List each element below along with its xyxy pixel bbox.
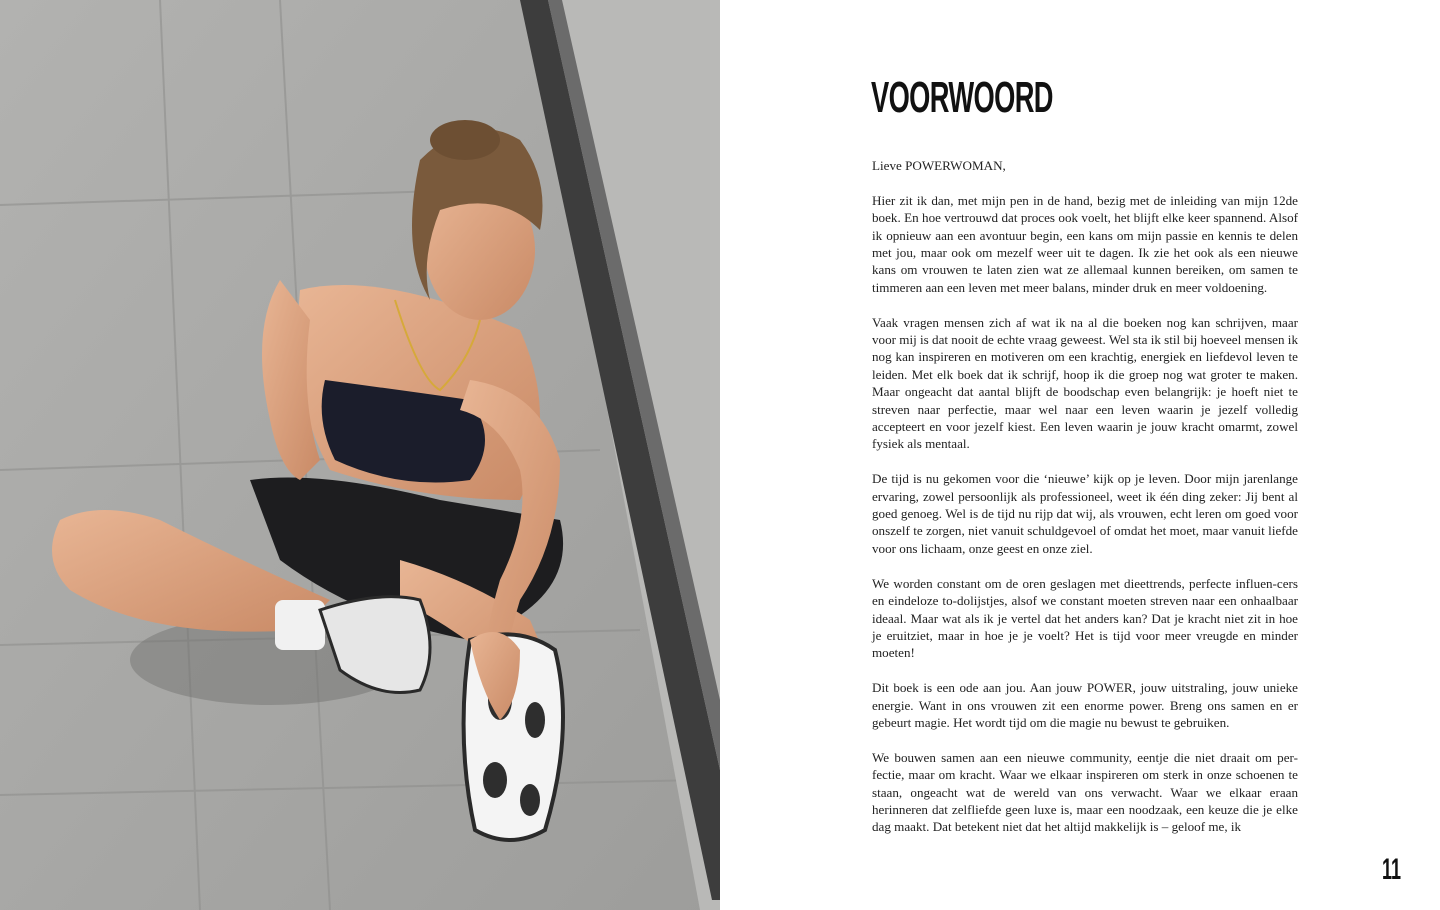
page-number: 11 xyxy=(1382,853,1402,886)
paragraph-6: We bouwen samen aan een nieuwe community, eentje die niet draait om per-fectie, maar om kracht. Waar we elkaar inspireren om sterk in onze schoenen te staan, ongeacht wat de wereld van ons verwacht. Waar we elkaar eraan herinneren dat zelfliefde geen luxe is, maar een noodzaak, een keuze die je elke dag maakt. Dat betekent niet dat het altijd makkelijk is – geloof me, ik xyxy=(872,749,1298,835)
paragraph-2: Vaak vragen mensen zich af wat ik na al die boeken nog kan schrijven, maar voor mij is dat nooit de echte vraag geweest. Wel sta ik stil bij hoeveel mensen ik nog kan inspireren en motiveren om een krachtig, energiek en liefdevol leven te leiden. Met elk boek dat ik schrijf, hoop ik die groep nog wat groter te maken. Maar ongeacht dat aantal blijft de boodschap even belangrijk: je hoeft niet te streven naar perfectie, maar wel naar een leven waarin je jezelf volledig accepteert en voor jezelf kiest. Een leven waarin je jouw kracht omarmt, zowel fysiek als mentaal. xyxy=(872,314,1298,452)
paragraph-3: De tijd is nu gekomen voor die ‘nieuwe’ kijk op je leven. Door mijn jarenlange ervaring, zowel persoonlijk als professioneel, weet ik één ding zeker: Jij bent al goed genoeg. Wel is de tijd nu rijp dat wij, als vrouwen, echt leren om goed voor onszelf te zorgen, niet vanuit schuldgevoel of omdat het moet, maar vanuit liefde voor ons lichaam, onze geest en onze ziel. xyxy=(872,471,1298,556)
paragraph-1: Hier zit ik dan, met mijn pen in de hand, bezig met de inleiding van mijn 12de boek. En hoe vertrouwd dat proces ook voelt, het blijft elke keer spannend. Alsof ik opnieuw aan een avontuur begin, een kans om mijn passie en kennis te delen met jou, maar ook om mezelf weer uit te dagen. Ik zie het ook als een nieuwe kans om vrouwen te laten zien wat ze allemaal kunnen bereiken, om samen te timmeren aan een leven met meer balans, minder druk en meer voldoening. xyxy=(872,192,1298,295)
text-page xyxy=(720,0,1440,910)
paragraph-5: Dit boek is een ode aan jou. Aan jouw POWER, jouw uitstraling, jouw unieke energie. Want in ons vrouwen zit een enorme power. Breng ons samen en er gebeurt magie. Het wordt tijd om die magie nu bewust te gebruiken. xyxy=(872,680,1298,730)
paragraph-4: We worden constant om de oren geslagen met dieettrends, perfecte influen-cers en eindeloze to-dolijstjes, alsof we constant moeten streven naar een onhaalbaar ideaal. Maar wat als ik je vertel dat het anders kan? Dat je kracht niet zit in hoe je eruitziet, maar in hoe je je voelt? Het is tijd voor meer vreugde en minder moeten! xyxy=(872,575,1298,661)
body-text xyxy=(872,157,1298,853)
page-title: VOORWOORD xyxy=(871,73,1053,122)
greeting: Lieve POWERWOMAN, xyxy=(872,158,1006,173)
